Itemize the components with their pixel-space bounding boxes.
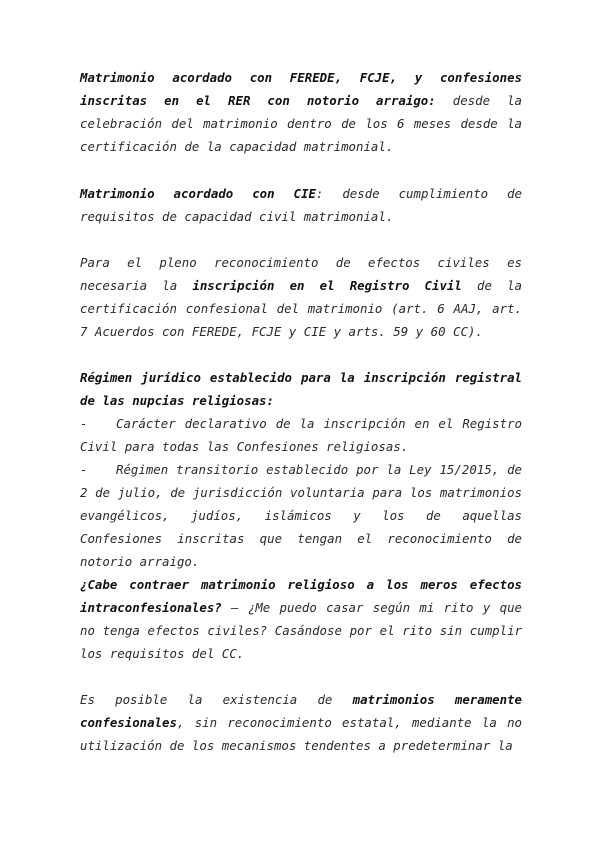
paragraph-ferede-text: desde la celebración del matrimonio dentro de los 6 meses desde la certificación de la capacidad matrimonial. bbox=[80, 93, 522, 154]
list-item-text: Carácter declarativo de la inscripción en el Registro Civil para todas las Confesiones religiosas. bbox=[80, 416, 522, 454]
paragraph-registro-civil-pre: Para el pleno reconocimiento de efectos civiles es necesaria la bbox=[80, 255, 522, 293]
paragraph-ferede bbox=[80, 66, 522, 158]
paragraph-intraconfesionales-bold: ¿Cabe contraer matrimonio religioso a los meros efectos intraconfesionales? bbox=[80, 577, 522, 615]
list-item bbox=[80, 416, 522, 454]
section-regimen-juridico bbox=[80, 366, 522, 573]
paragraph-meramente-post: , sin reconocimiento estatal, mediante la no utilización de los mecanismos tendentes a predeterminar la bbox=[80, 715, 522, 753]
paragraph-intraconfesionales-text: – ¿Me puedo casar según mi rito y que no tenga efectos civiles? Casándose por el rito sin cumplir los requisitos del CC. bbox=[80, 600, 522, 661]
list-item-text: Régimen transitorio establecido por la Ley 15/2015, de 2 de julio, de jurisdicción voluntaria para los matrimonios evangélicos, judíos, islámicos y los de aquellas Confesiones inscritas que tengan el reconocimiento de notorio arraigo. bbox=[80, 462, 522, 569]
paragraph-cie bbox=[80, 182, 522, 228]
paragraph-registro-civil bbox=[80, 251, 522, 343]
list-item bbox=[80, 462, 522, 569]
paragraph-meramente-bold: matrimonios meramente confesionales bbox=[80, 692, 523, 730]
paragraph-cie-text: : desde cumplimiento de requisitos de capacidad civil matrimonial. bbox=[80, 186, 522, 224]
list-item-dash: - bbox=[80, 416, 88, 431]
paragraph-registro-civil-bold: inscripción en el Registro Civil bbox=[192, 278, 462, 293]
paragraph-registro-civil-post: de la certificación confesional del matrimonio (art. 6 AAJ, art. 7 Acuerdos con FEREDE, FCJE y CIE y arts. 59 y 60 CC). bbox=[80, 278, 523, 339]
section-regimen-heading: Régimen jurídico establecido para la inscripción registral de las nupcias religiosas: bbox=[80, 370, 522, 408]
paragraph-ferede-bold: Matrimonio acordado con FEREDE, FCJE, y confesiones inscritas en el RER con notorio arraigo: bbox=[80, 70, 522, 108]
paragraph-intraconfesionales bbox=[80, 573, 522, 665]
paragraph-meramente-pre: Es posible la existencia de bbox=[80, 692, 353, 707]
paragraph-meramente-confesionales bbox=[80, 688, 522, 757]
list-item-dash: - bbox=[80, 462, 88, 477]
paragraph-cie-bold: Matrimonio acordado con CIE bbox=[80, 186, 316, 201]
